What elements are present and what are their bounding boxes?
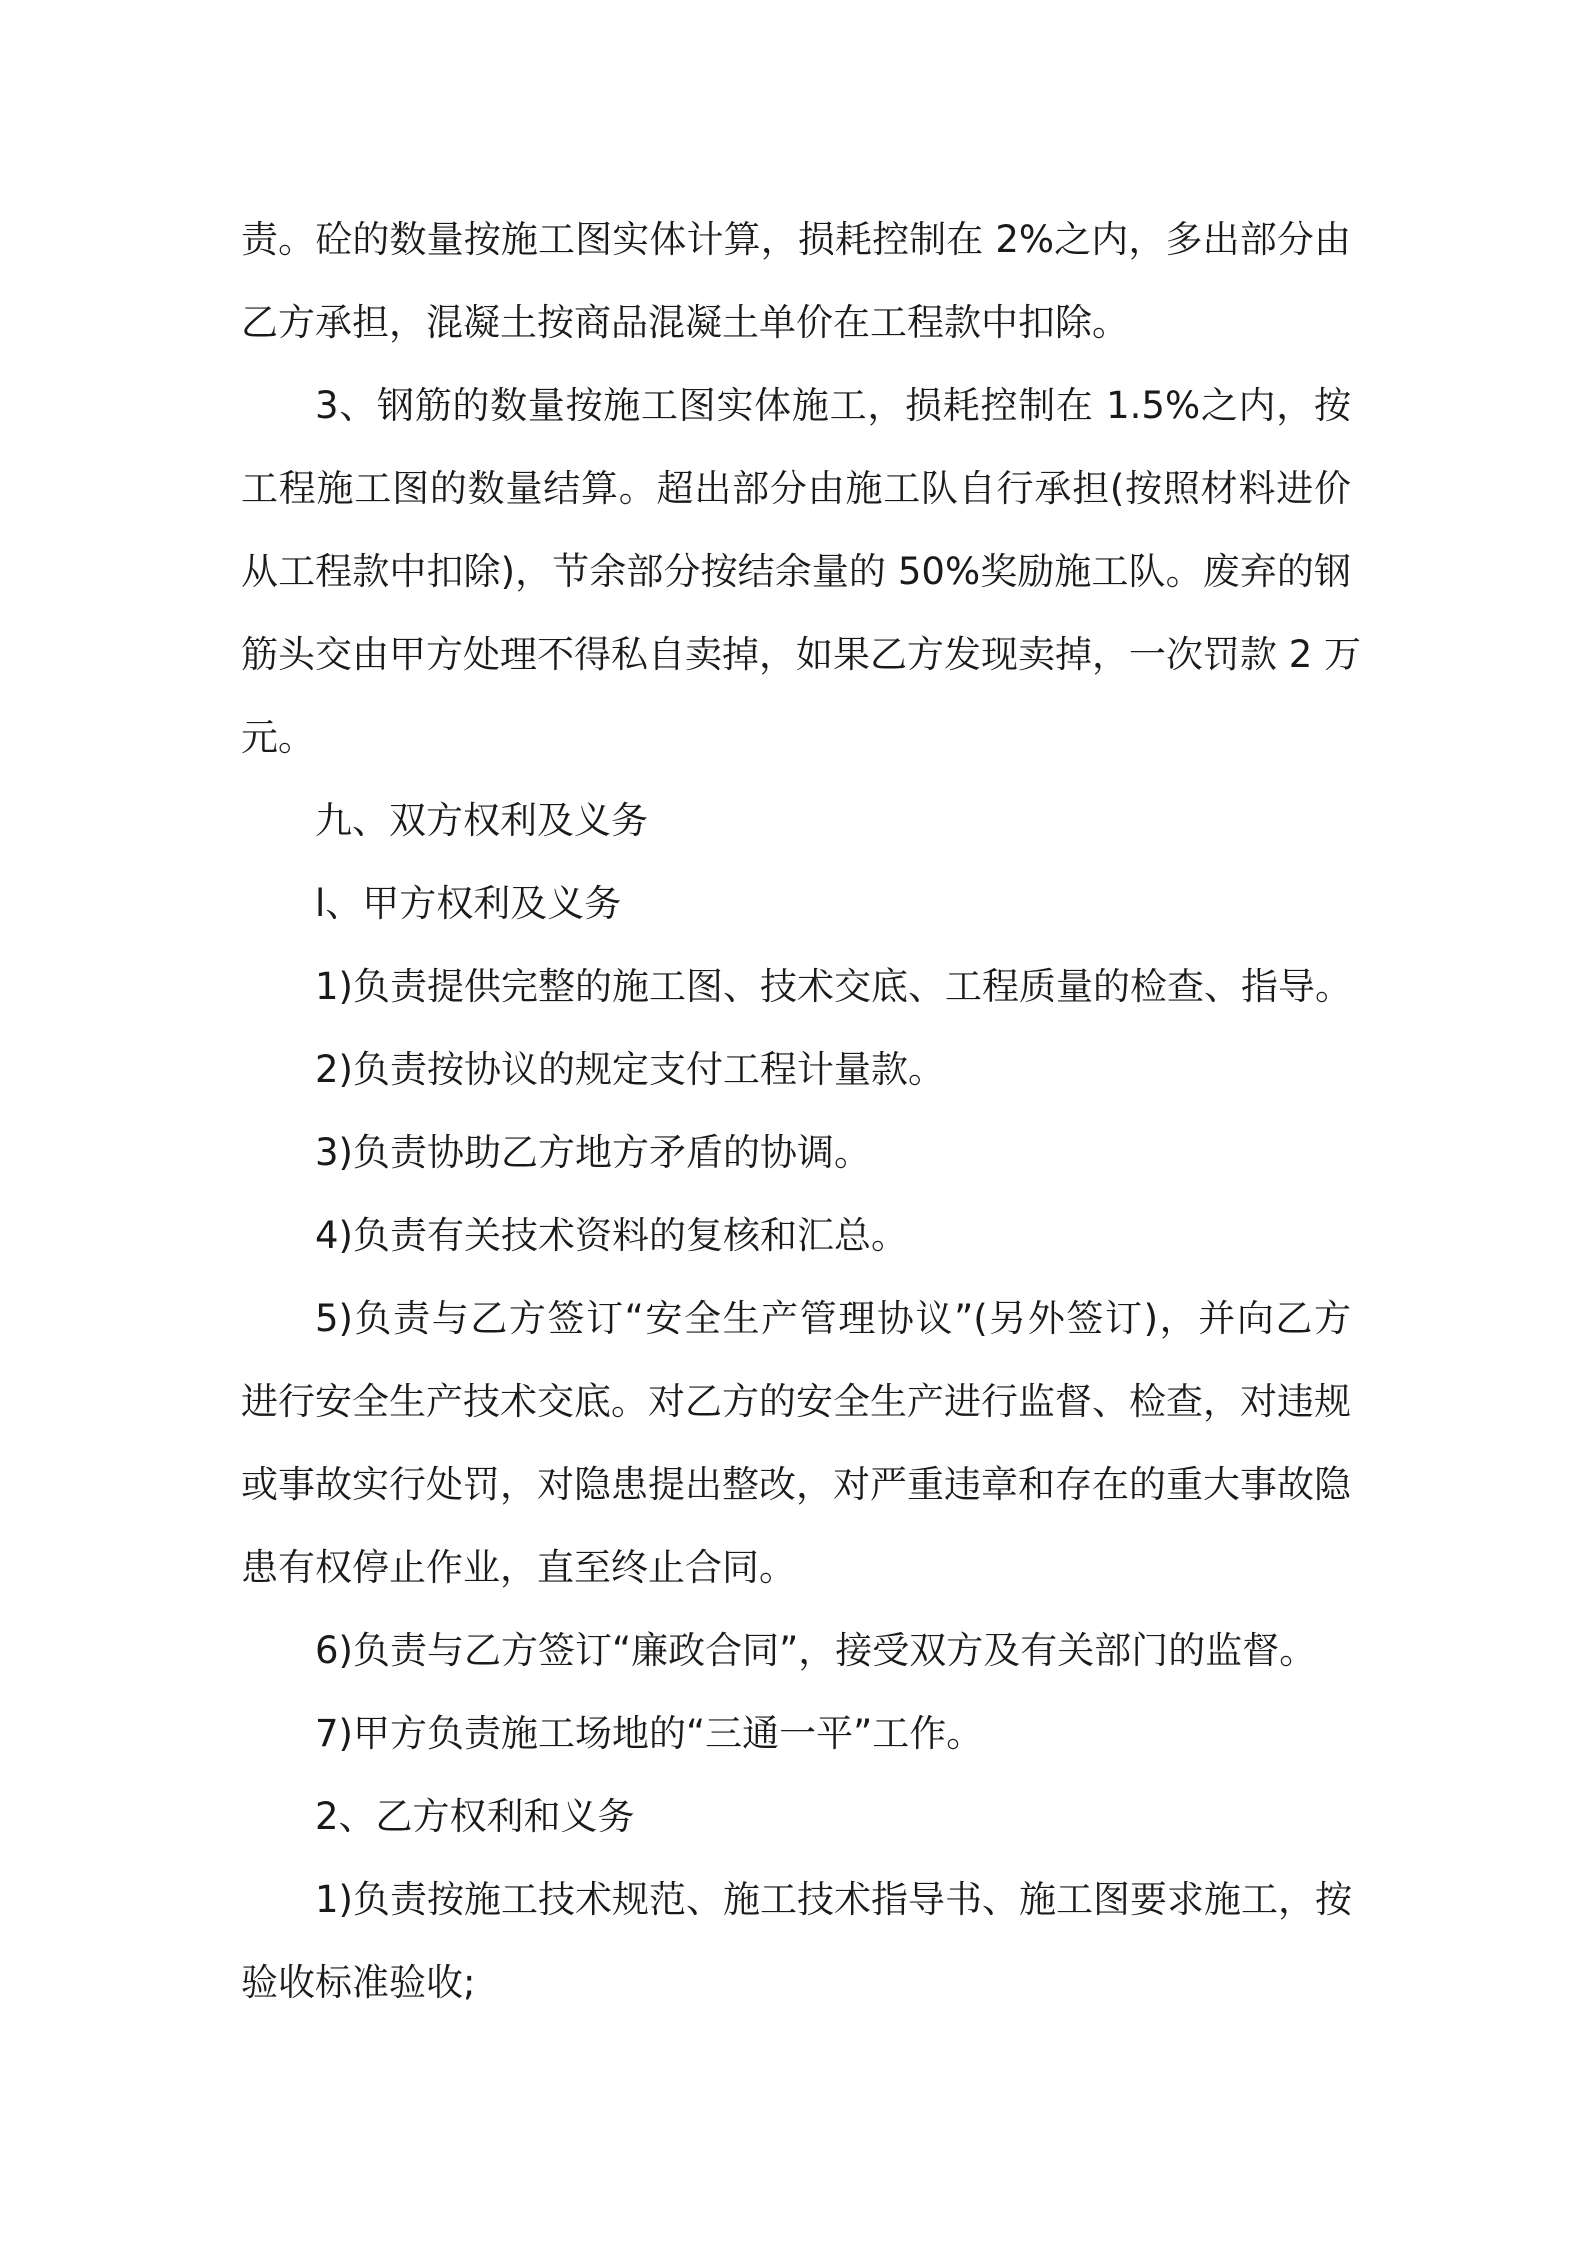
list-item: 1)负责提供完整的施工图、技术交底、工程质量的检查、指导。 <box>315 965 1352 1008</box>
text-line: 验收标准验收; <box>241 1961 476 2004</box>
list-item: 1)负责按施工技术规范、施工技术指导书、施工图要求施工，按 <box>315 1878 1352 1921</box>
subsection-heading: 2、乙方权利和义务 <box>315 1795 635 1838</box>
list-item: 6)负责与乙方签订“廉政合同”，接受双方及有关部门的监督。 <box>315 1629 1317 1672</box>
text-line: 元。 <box>241 716 315 759</box>
text-line: 责。砼的数量按施工图实体计算，损耗控制在 2%之内，多出部分由 <box>241 218 1351 261</box>
text-line: 患有权停止作业，直至终止合同。 <box>241 1546 796 1589</box>
list-item: 5)负责与乙方签订“安全生产管理协议”(另外签订)，并向乙方 <box>315 1297 1351 1340</box>
text-line: 进行安全生产技术交底。对乙方的安全生产进行监督、检查，对违规 <box>241 1380 1351 1423</box>
list-item: 7)甲方负责施工场地的“三通一平”工作。 <box>315 1712 984 1755</box>
document-page <box>241 198 1362 2024</box>
section-heading: 九、双方权利及义务 <box>315 799 648 842</box>
subsection-heading: l、甲方权利及义务 <box>315 882 622 925</box>
text-line: 3、钢筋的数量按施工图实体施工，损耗控制在 1.5%之内，按 <box>315 384 1351 427</box>
text-line: 或事故实行处罚，对隐患提出整改，对严重违章和存在的重大事故隐 <box>241 1463 1351 1506</box>
list-item: 4)负责有关技术资料的复核和汇总。 <box>315 1214 908 1257</box>
text-line: 筋头交由甲方处理不得私自卖掉，如果乙方发现卖掉，一次罚款 2 万 <box>241 633 1362 676</box>
list-item: 3)负责协助乙方地方矛盾的协调。 <box>315 1131 871 1174</box>
text-line: 工程施工图的数量结算。超出部分由施工队自行承担(按照材料进价 <box>241 467 1351 510</box>
list-item: 2)负责按协议的规定支付工程计量款。 <box>315 1048 945 1091</box>
text-line: 从工程款中扣除)，节余部分按结余量的 50%奖励施工队。废弃的钢 <box>241 550 1351 593</box>
text-line: 乙方承担，混凝土按商品混凝土单价在工程款中扣除。 <box>241 301 1129 344</box>
